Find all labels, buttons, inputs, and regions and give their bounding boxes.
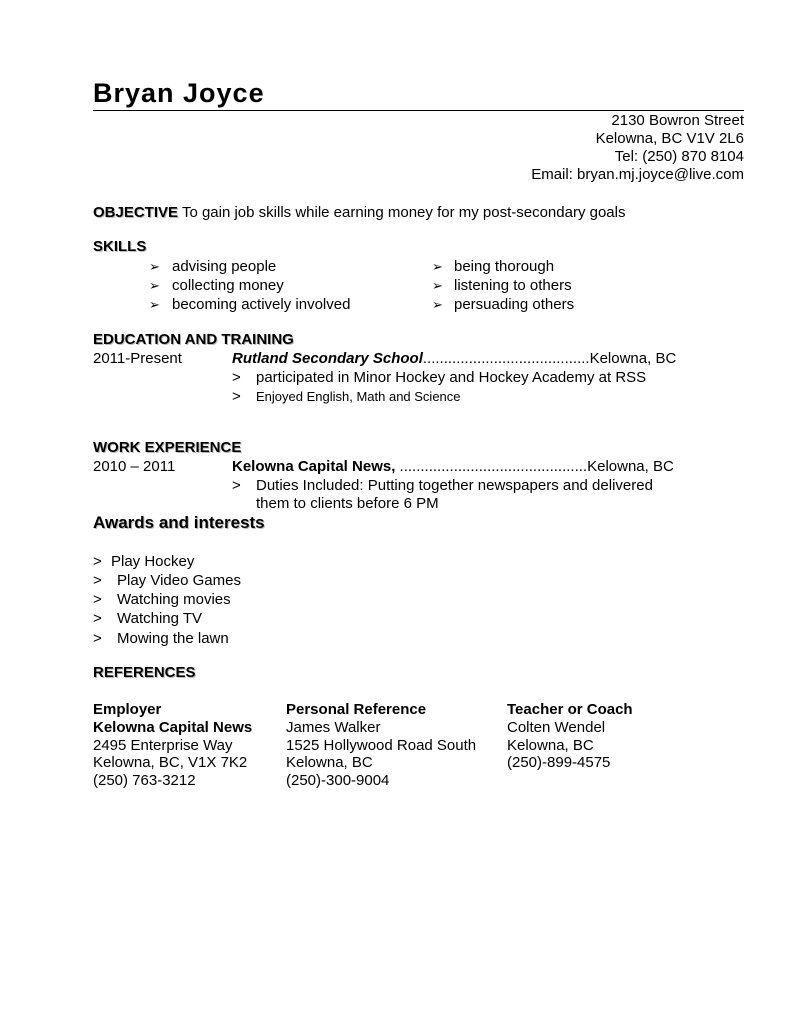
- ref-employer-line: 2495 Enterprise Way: [93, 737, 233, 754]
- award-item: Play Video Games: [117, 572, 241, 589]
- skill-item: being thorough: [454, 258, 555, 275]
- address-city: Kelowna, BC V1V 2L6: [595, 130, 744, 147]
- ref-employer-heading: Employer: [93, 701, 162, 718]
- ref-personal-heading: Personal Reference: [286, 701, 427, 718]
- award-item: Watching TV: [117, 610, 203, 627]
- work-dates: 2010 – 2011: [93, 458, 176, 475]
- ref-employer-line: (250) 763-3212: [93, 772, 196, 789]
- bullet-arrow-icon: ➢: [432, 259, 443, 274]
- skill-item: persuading others: [454, 296, 575, 313]
- ref-teacher-line: (250)-899-4575: [507, 754, 611, 771]
- ref-teacher-name: Colten Wendel: [507, 719, 606, 736]
- header-rule: [93, 110, 744, 111]
- education-point: participated in Minor Hockey and Hockey Academy at RSS: [256, 369, 647, 386]
- education-point: Enjoyed English, Math and Science: [256, 389, 461, 404]
- bullet-arrow-icon: ➢: [149, 278, 160, 293]
- objective-line: [93, 204, 626, 222]
- bullet-icon: >: [93, 572, 102, 589]
- school-name: Rutland Secondary School: [232, 350, 423, 367]
- telephone: Tel: (250) 870 8104: [614, 148, 744, 165]
- email: Email: bryan.mj.joyce@live.com: [531, 166, 744, 183]
- award-item: Watching movies: [117, 591, 231, 608]
- ref-personal-line: Kelowna, BC: [286, 754, 373, 771]
- ref-employer-name: Kelowna Capital News: [93, 719, 253, 736]
- bullet-icon: >: [232, 388, 241, 405]
- awards-heading: Awards and interests: [93, 513, 265, 532]
- skill-item: listening to others: [454, 277, 572, 294]
- bullet-icon: >: [232, 369, 241, 386]
- education-dates: 2011-Present: [93, 350, 182, 367]
- skill-item: collecting money: [172, 277, 284, 294]
- bullet-arrow-icon: ➢: [149, 259, 160, 274]
- references-heading: REFERENCES: [93, 664, 196, 681]
- bullet-icon: >: [232, 477, 241, 494]
- education-heading: EDUCATION AND TRAINING: [93, 331, 294, 348]
- objective-label: OBJECTIVE: [93, 204, 179, 221]
- work-duty-line1: Duties Included: Putting together newspapers and delivered: [256, 477, 653, 494]
- bullet-arrow-icon: ➢: [432, 278, 443, 293]
- dot-leader: ........................................: [422, 350, 590, 367]
- work-entry: [232, 458, 674, 476]
- award-item: Play Hockey: [111, 553, 195, 570]
- resume-name: Bryan Joyce: [93, 78, 265, 108]
- bullet-icon: >: [93, 553, 102, 570]
- bullet-icon: >: [93, 610, 102, 627]
- address-street: 2130 Bowron Street: [611, 112, 744, 129]
- ref-teacher-line: Kelowna, BC: [507, 737, 594, 754]
- work-heading: WORK EXPERIENCE: [93, 439, 242, 456]
- education-entry: [232, 350, 676, 368]
- dot-leader: .............................................: [399, 458, 588, 475]
- skill-item: advising people: [172, 258, 277, 275]
- ref-teacher-heading: Teacher or Coach: [507, 701, 633, 718]
- work-duty-line2: them to clients before 6 PM: [256, 495, 439, 512]
- work-employer: Kelowna Capital News,: [232, 458, 396, 475]
- award-item: Mowing the lawn: [117, 630, 229, 647]
- bullet-arrow-icon: ➢: [432, 297, 443, 312]
- ref-employer-line: Kelowna, BC, V1X 7K2: [93, 754, 248, 771]
- ref-personal-line: (250)-300-9004: [286, 772, 390, 789]
- bullet-arrow-icon: ➢: [149, 297, 160, 312]
- bullet-icon: >: [93, 630, 102, 647]
- work-location: Kelowna, BC: [587, 458, 674, 475]
- school-location: Kelowna, BC: [589, 350, 677, 367]
- ref-personal-line: 1525 Hollywood Road South: [286, 737, 477, 754]
- bullet-icon: >: [93, 591, 102, 608]
- skill-item: becoming actively involved: [172, 296, 351, 313]
- objective-text: To gain job skills while earning money for my post-secondary goals: [181, 204, 626, 221]
- skills-heading: SKILLS: [93, 238, 147, 255]
- ref-personal-name: James Walker: [286, 719, 381, 736]
